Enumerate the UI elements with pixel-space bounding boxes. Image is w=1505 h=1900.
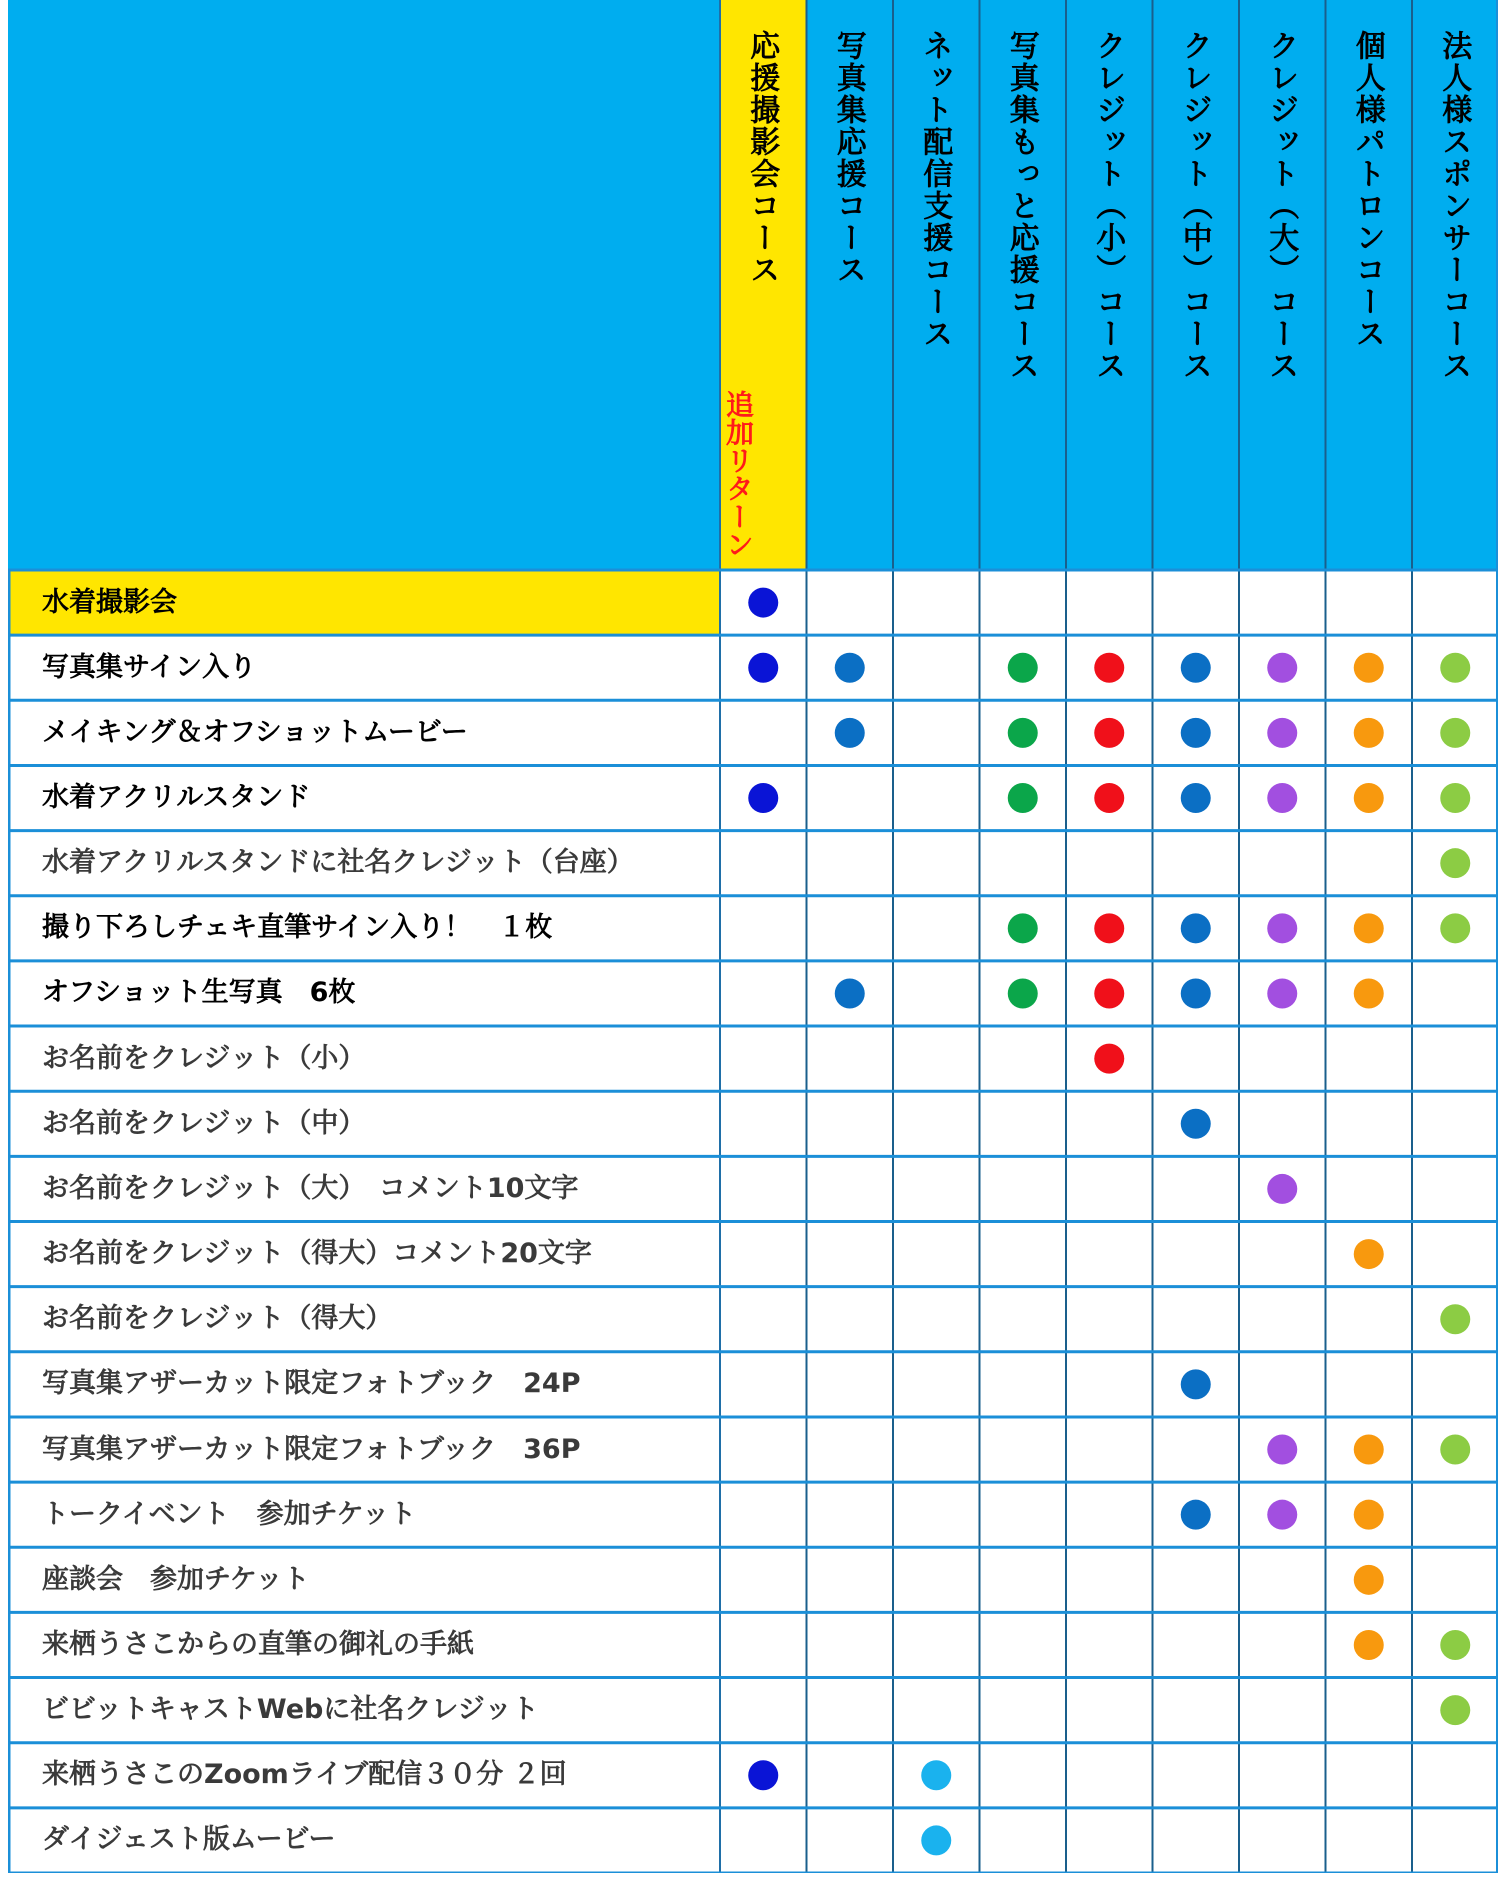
- return-dot: [835, 653, 865, 683]
- return-dot: [1094, 653, 1124, 683]
- return-dot: [1181, 1109, 1211, 1139]
- return-dot: [1181, 653, 1211, 683]
- column-header-label: ネット配信支援コース: [917, 30, 953, 350]
- return-dot: [1440, 783, 1470, 813]
- column-header-label: 応援撮影会コース: [744, 30, 780, 286]
- return-dot: [1354, 1239, 1384, 1269]
- column-header-label: 法人様スポンサーコース: [1436, 30, 1472, 382]
- return-dot: [1008, 653, 1038, 683]
- return-dot: [748, 783, 778, 813]
- row-label: 写真集アザーカット限定フォトブック 36P: [42, 1433, 581, 1465]
- return-dot: [1354, 1500, 1384, 1530]
- return-dot: [1094, 783, 1124, 813]
- return-dot: [1354, 783, 1384, 813]
- row-label: お名前をクレジット（中）: [42, 1107, 366, 1139]
- return-dot: [1440, 653, 1470, 683]
- return-dot: [1181, 913, 1211, 943]
- row-label: 水着アクリルスタンドに社名クレジット（台座）: [42, 847, 634, 879]
- return-dot: [1094, 913, 1124, 943]
- return-dot: [1267, 978, 1297, 1008]
- return-dot: [1354, 718, 1384, 748]
- return-dot: [1267, 1174, 1297, 1204]
- return-dot: [1354, 1565, 1384, 1595]
- return-dot: [835, 978, 865, 1008]
- row-label: お名前をクレジット（得大）コメント20文字: [42, 1238, 592, 1270]
- column-header-label: クレジット（中）コース: [1176, 30, 1212, 382]
- column-header-label: 個人様パトロンコース: [1349, 30, 1385, 350]
- row-label: 来栖うさこからの直筆の御礼の手紙: [42, 1628, 474, 1660]
- row-label: 撮り下ろしチェキ直筆サイン入り！ １枚: [42, 912, 553, 944]
- row-label: 写真集サイン入り: [42, 651, 257, 683]
- row-label: オフショット生写真 6枚: [42, 977, 356, 1009]
- return-dot: [748, 588, 778, 618]
- return-dot: [1354, 1630, 1384, 1660]
- row-label: メイキング＆オフショットムービー: [42, 716, 468, 748]
- return-dot: [1440, 1695, 1470, 1725]
- return-dot: [921, 1825, 951, 1855]
- return-dot: [1267, 1435, 1297, 1465]
- row-label: お名前をクレジット（得大）: [42, 1303, 393, 1335]
- return-dot: [1267, 783, 1297, 813]
- return-comparison-table: [8, 0, 1498, 1873]
- return-dot: [1354, 1435, 1384, 1465]
- return-dot: [1181, 1500, 1211, 1530]
- row-label: お名前をクレジット（大） コメント10文字: [42, 1172, 579, 1204]
- return-dot: [1267, 718, 1297, 748]
- column-header-label: クレジット（大）コース: [1263, 30, 1299, 382]
- return-dot: [1008, 718, 1038, 748]
- return-dot: [921, 1760, 951, 1790]
- return-dot: [1440, 1304, 1470, 1334]
- return-dot: [1094, 718, 1124, 748]
- return-dot: [1354, 978, 1384, 1008]
- return-dot: [1008, 978, 1038, 1008]
- return-dot: [1181, 1369, 1211, 1399]
- row-label: お名前をクレジット（小）: [42, 1042, 366, 1074]
- return-dot: [748, 653, 778, 683]
- row-label: トークイベント 参加チケット: [42, 1498, 417, 1530]
- return-dot: [1181, 718, 1211, 748]
- return-dot: [1440, 913, 1470, 943]
- extra-return-label: 追加リターン: [722, 390, 755, 558]
- return-dot: [1440, 1435, 1470, 1465]
- return-dot: [1440, 848, 1470, 878]
- row-label: 水着アクリルスタンド: [42, 782, 311, 814]
- return-dot: [1354, 913, 1384, 943]
- column-header-label: クレジット（小）コース: [1090, 30, 1126, 382]
- return-dot: [835, 718, 865, 748]
- return-dot: [1267, 913, 1297, 943]
- column-header-label: 写真集応援コース: [830, 30, 866, 286]
- return-dot: [748, 1760, 778, 1790]
- return-dot: [1440, 718, 1470, 748]
- row-label: ビビットキャストWebに社名クレジット: [42, 1694, 539, 1726]
- return-dot: [1008, 913, 1038, 943]
- return-dot: [1008, 783, 1038, 813]
- row-label: 来栖うさこのZoomライブ配信３０分 ２回: [42, 1759, 567, 1791]
- return-dot: [1181, 978, 1211, 1008]
- row-label: 座談会 参加チケット: [42, 1563, 310, 1595]
- row-label: 水着撮影会: [42, 586, 177, 618]
- row-label: 写真集アザーカット限定フォトブック 24P: [42, 1368, 581, 1400]
- return-dot: [1440, 1630, 1470, 1660]
- return-dot: [1267, 1500, 1297, 1530]
- return-dot: [1354, 653, 1384, 683]
- return-dot: [1181, 783, 1211, 813]
- column-header-label: 写真集もっと応援コース: [1003, 30, 1039, 382]
- return-dot: [1267, 653, 1297, 683]
- return-dot: [1094, 1044, 1124, 1074]
- row-label: ダイジェスト版ムービー: [42, 1824, 336, 1856]
- return-dot: [1094, 978, 1124, 1008]
